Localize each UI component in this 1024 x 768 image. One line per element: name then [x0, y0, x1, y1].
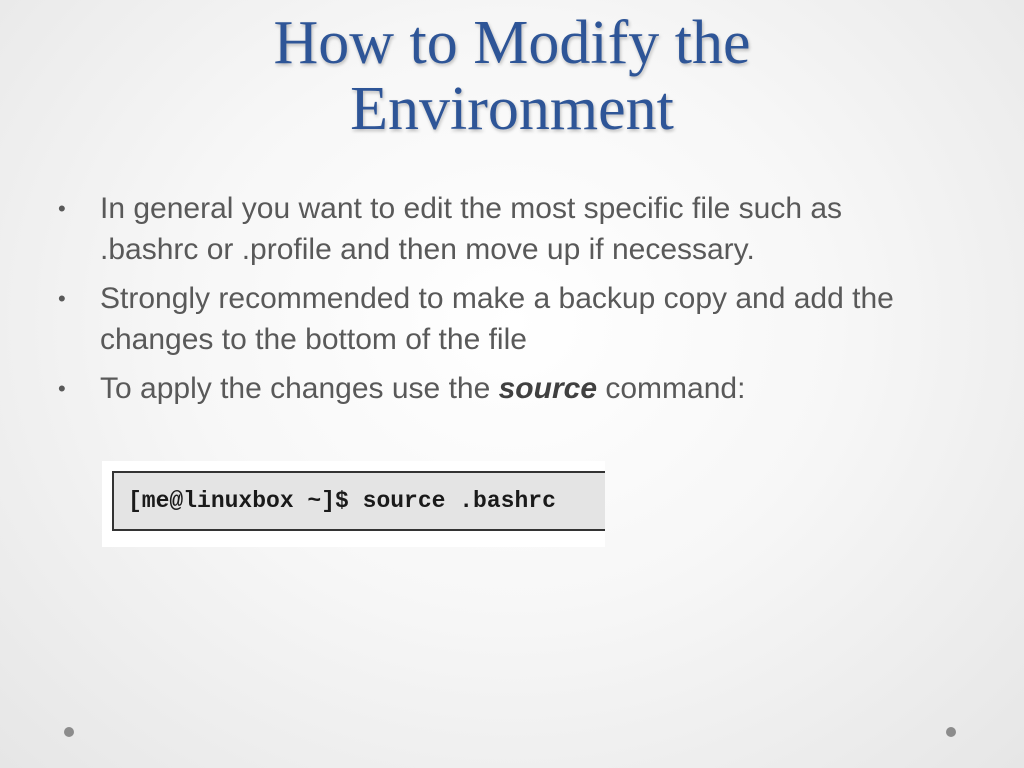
bullet-item-3 [58, 368, 938, 409]
bullet-text-2: Strongly recommended to make a backup copy and add the changes to the bottom of the file [100, 282, 894, 356]
bullet-text-3-suffix: command: [597, 372, 746, 405]
terminal-command: [me@linuxbox ~]$ source .bashrc [128, 488, 556, 514]
source-keyword: source [498, 372, 598, 405]
bullet-item-1 [58, 188, 938, 270]
decorative-dot-left-icon [64, 727, 74, 737]
bullet-dot-icon: • [58, 286, 66, 311]
terminal-command-frame [112, 471, 605, 531]
slide-title-line-2: Environment [350, 75, 674, 143]
bullet-text-3-prefix: To apply the changes use the [100, 372, 499, 405]
decorative-dot-right-icon [946, 727, 956, 737]
terminal-screenshot [102, 461, 605, 547]
slide-title-line-1: How to Modify the [273, 9, 751, 77]
bullet-list [58, 188, 938, 417]
bullet-text-1: In general you want to edit the most specific file such as .bashrc or .profile and then move up if necessary. [100, 192, 843, 266]
bullet-dot-icon: • [58, 196, 66, 221]
bullet-item-2 [58, 278, 938, 360]
slide-title [40, 10, 984, 142]
bullet-dot-icon: • [58, 376, 66, 401]
